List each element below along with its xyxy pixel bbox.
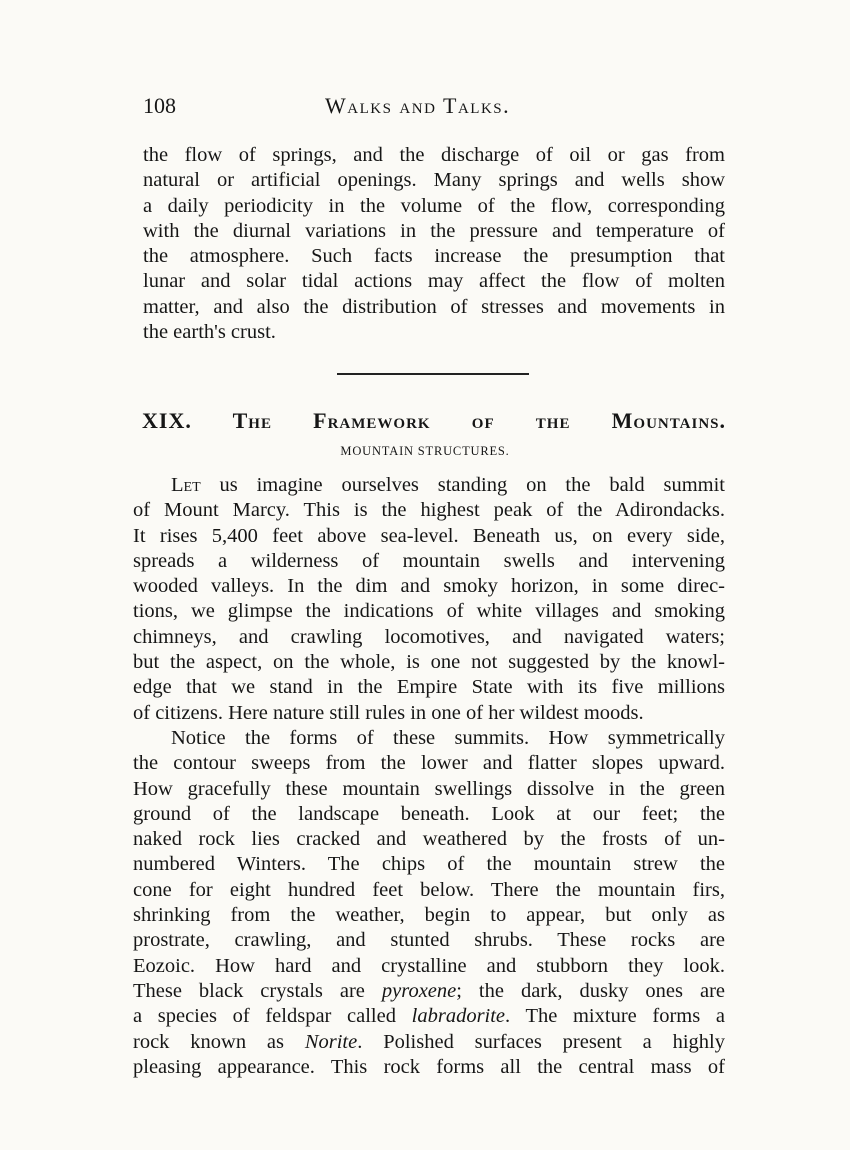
text-segment: . Polished surfaces present a highly [357,1030,726,1053]
section-divider [337,373,529,375]
text-line: edge that we stand in the Empire State with its five millions [133,676,725,699]
text-line: but the aspect, on the whole, is one not suggested by the knowl- [133,651,725,674]
body-text [133,473,725,1080]
text-line: pleasing appearance. This rock forms all the central mass of [133,1055,725,1078]
text-line: lunar and solar tidal actions may affect the flow of molten [143,270,725,293]
text-line: natural or artificial openings. Many springs and wells show [143,169,725,192]
text-line: the earth's crust. [143,321,276,344]
section-heading: XIX. The Framework of the Mountains. [142,408,726,433]
text-line-rest: us imagine ourselves standing on the bald summit [200,474,725,496]
text-line: the atmosphere. Such facts increase the presumption that [143,245,725,268]
lead-word: Let [171,474,201,496]
text-segment: . The mixture forms a [505,1005,725,1028]
text-line: Notice the forms of these summits. How symmetrically [171,726,725,749]
section-subheading: MOUNTAIN STRUCTURES. [340,444,510,458]
mineral-term: pyroxene [381,979,457,1002]
text-line: a daily periodicity in the volume of the flow, corresponding [143,194,725,217]
continuation-paragraph [143,143,725,345]
text-line: shrinking from the weather, begin to appear, but only as [133,904,725,927]
text-line [133,979,725,1004]
text-line: the contour sweeps from the lower and flatter slopes upward. [133,752,725,775]
text-line: chimneys, and crawling locomotives, and navigated waters; [133,625,725,648]
page-number: 108 [143,93,176,118]
text-line [133,473,725,498]
text-line: prostrate, crawling, and stunted shrubs. These rocks are [133,929,725,952]
text-line: It rises 5,400 feet above sea-level. Beneath us, on every side, [133,524,725,547]
rock-term: Norite [304,1030,358,1053]
text-line: matter, and also the distribution of stresses and movements in [143,295,725,318]
text-line [133,1004,725,1029]
text-segment: a species of feldspar called [133,1005,412,1028]
running-title: Walks and Talks. [325,93,511,118]
text-line: of citizens. Here nature still rules in one of her wildest moods. [133,701,644,724]
text-segment: These black crystals are [133,979,382,1002]
text-line: naked rock lies cracked and weathered by the frosts of un- [133,828,725,851]
text-line: ground of the landscape beneath. Look at our feet; the [133,802,725,825]
text-line: wooded valleys. In the dim and smoky horizon, in some direc- [133,575,725,598]
running-head [143,93,723,123]
text-line [133,1030,725,1055]
text-segment: rock known as [133,1030,305,1053]
text-line: tions, we glimpse the indications of white villages and smoking [133,600,725,623]
text-line: cone for eight hundred feet below. There the mountain firs, [133,878,725,901]
text-line: numbered Winters. The chips of the mountain strew the [133,853,725,876]
text-line: spreads a wilderness of mountain swells and intervening [133,549,725,572]
text-line: of Mount Marcy. This is the highest peak of the Adirondacks. [133,499,725,522]
text-line: How gracefully these mountain swellings dissolve in the green [133,777,725,800]
text-line: with the diurnal variations in the pressure and temperature of [143,219,725,242]
mineral-term: labradorite [411,1005,506,1028]
text-line: Eozoic. How hard and crystalline and stubborn they look. [133,954,725,977]
text-segment: ; the dark, dusky ones are [456,979,725,1002]
text-line: the flow of springs, and the discharge of oil or gas from [143,144,725,166]
